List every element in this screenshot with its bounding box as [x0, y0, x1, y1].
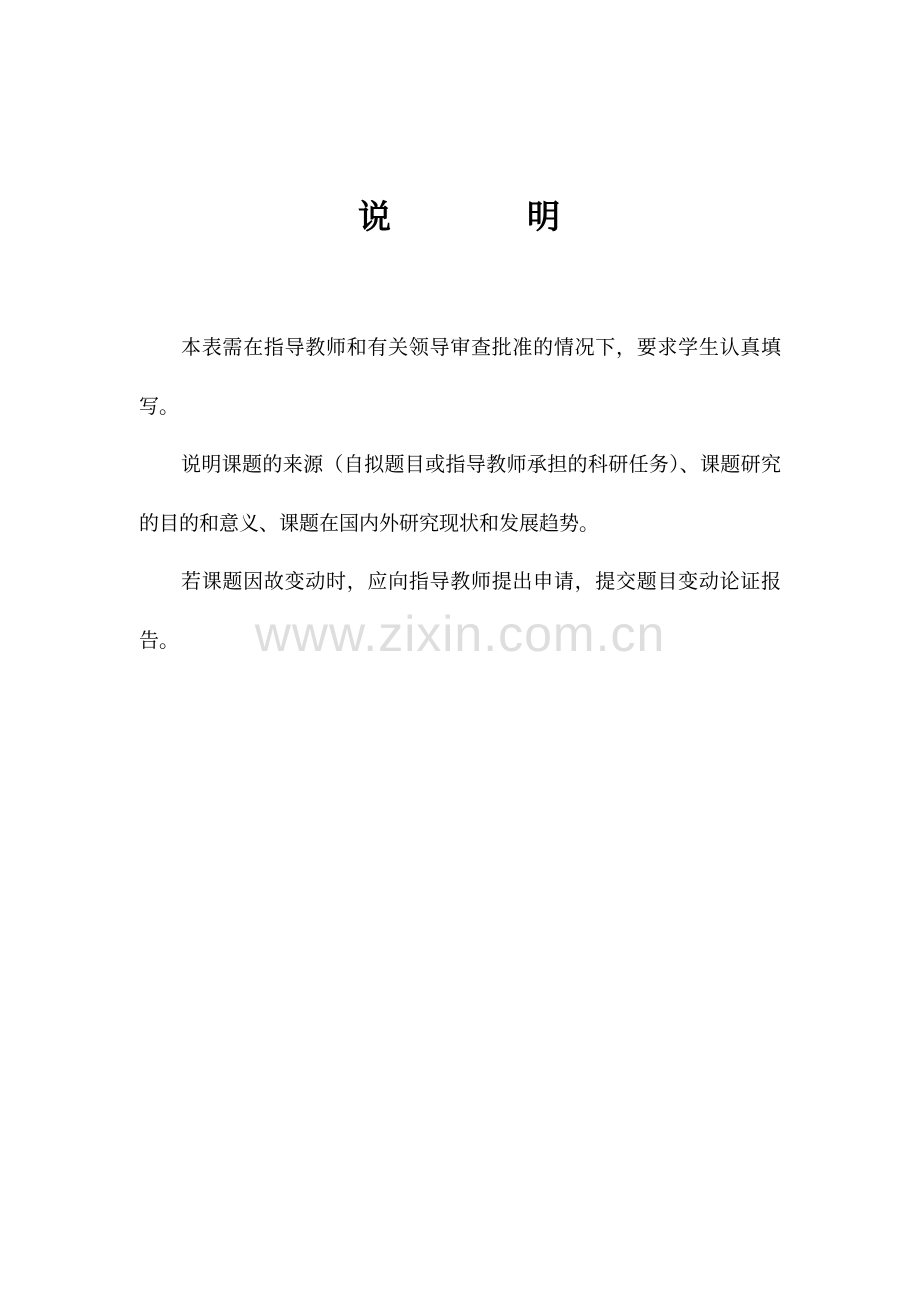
paragraph-1: 本表需在指导教师和有关领导审查批准的情况下，要求学生认真填写。 [139, 335, 781, 418]
title-char-1: 说 [358, 197, 391, 236]
paragraph-3: 若课题因故变动时，应向指导教师提出申请，提交题目变动论证报告。 [139, 569, 781, 652]
page-title [0, 192, 920, 242]
instructions-body [139, 318, 781, 669]
title-char-2: 明 [527, 197, 560, 236]
watermark: www.zixin.com.cn [254, 606, 666, 662]
paragraph-2: 说明课题的来源（自拟题目或指导教师承担的科研任务）、课题研究的目的和意义、课题在国内外研究现状和发展趋势。 [139, 452, 781, 535]
